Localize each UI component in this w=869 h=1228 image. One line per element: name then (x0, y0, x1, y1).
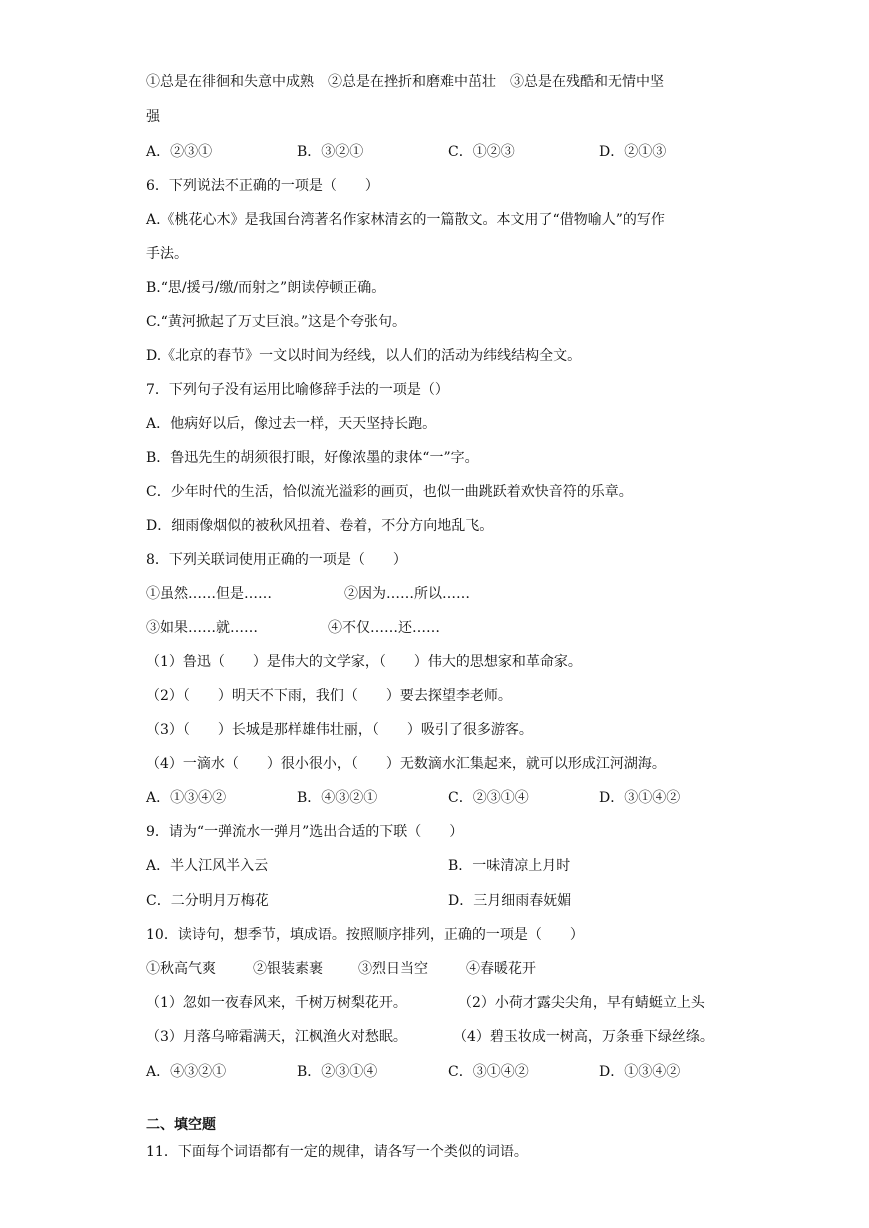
q5-items-line2: 强 (146, 109, 160, 125)
q7-option-b: B．鲁迅先生的胡须很打眼，好像浓墨的隶体“一”字。 (146, 450, 479, 466)
q10-poem-3: （3）月落乌啼霜满天，江枫渔火对愁眠。 (146, 1029, 407, 1045)
q7-option-c: C．少年时代的生活，恰似流光溢彩的画页，也似一曲跳跃着欢快音符的乐章。 (146, 484, 633, 500)
q10-idiom-3: ③烈日当空 (358, 961, 428, 977)
q5-option-d: D．②①③ (599, 144, 667, 160)
q10-option-d: D．①③④② (599, 1064, 681, 1080)
q8-sentence-3: （3）（ ）长城是那样雄伟壮丽，（ ）吸引了很多游客。 (146, 722, 533, 738)
q9-option-d: D．三月细雨春妩媚 (448, 893, 572, 909)
q9-option-c: C．二分明月万梅花 (146, 893, 269, 909)
q6-option-a-line2: 手法。 (146, 246, 188, 262)
q6-option-c: C.“黄河掀起了万丈巨浪。”这是个夸张句。 (146, 314, 406, 330)
q8-sentence-1: （1）鲁迅（ ）是伟大的文学家，（ ）伟大的思想家和革命家。 (146, 654, 582, 670)
q6-option-a-line1: A.《桃花心木》是我国台湾著名作家林清玄的一篇散文。本文用了“借物喻人”的写作 (146, 212, 665, 228)
q8-sentence-4: （4）一滴水（ ）很小很小，（ ）无数滴水汇集起来，就可以形成江河湖海。 (146, 756, 666, 772)
q10-option-c: C．③①④② (448, 1064, 529, 1080)
q6-stem: 6．下列说法不正确的一项是（ ） (146, 178, 379, 194)
q11-stem: 11．下面每个词语都有一定的规律，请各写一个类似的词语。 (146, 1144, 528, 1160)
q8-option-c: C．②③①④ (448, 790, 529, 806)
q10-idiom-4: ④春暖花开 (466, 961, 536, 977)
q7-stem: 7．下列句子没有运用比喻修辞手法的一项是（） (146, 382, 449, 398)
q10-stem: 10．读诗句，想季节，填成语。按照顺序排列，正确的一项是（ ） (146, 927, 584, 943)
q9-option-a: A．半人江风半入云 (146, 858, 269, 874)
q6-option-d: D.《北京的春节》一文以时间为经线，以人们的活动为纬线结构全文。 (146, 348, 582, 364)
q7-option-a: A．他病好以后，像过去一样，天天坚持长跑。 (146, 416, 437, 432)
q7-option-d: D．细雨像烟似的被秋风扭着、卷着，不分方向地乱飞。 (146, 518, 494, 534)
q5-option-c: C．①②③ (448, 144, 515, 160)
q8-option-a: A．①③④② (146, 790, 227, 806)
q10-poem-4: （4）碧玉妆成一树高，万条垂下绿丝绦。 (453, 1029, 714, 1045)
section-heading: 二、填空题 (146, 1117, 216, 1133)
q10-poem-2: （2）小荷才露尖尖角，早有蜻蜓立上头 (458, 995, 705, 1011)
q10-option-a: A．④③②① (146, 1064, 227, 1080)
q8-option-d: D．③①④② (599, 790, 681, 806)
q8-option-b: B．④③②① (297, 790, 378, 806)
q8-sentence-2: （2）（ ）明天不下雨，我们（ ）要去探望李老师。 (146, 688, 512, 704)
q10-idiom-2: ②银装素裹 (253, 961, 323, 977)
q8-word-1: ①虽然……但是…… (146, 586, 272, 602)
q8-stem: 8．下列关联词使用正确的一项是（ ） (146, 552, 407, 568)
q9-stem: 9．请为“一弹流水一弹月”选出合适的下联（ ） (146, 824, 464, 840)
q5-option-b: B．③②① (297, 144, 364, 160)
q10-poem-1: （1）忽如一夜春风来，千树万树梨花开。 (146, 995, 407, 1011)
q6-option-b: B.“思/援弓/缴/而射之”朗读停顿正确。 (146, 280, 386, 296)
q8-word-2: ②因为……所以…… (344, 586, 470, 602)
q5-items-line1: ①总是在徘徊和失意中成熟 ②总是在挫折和磨难中茁壮 ③总是在残酷和无情中坚 (146, 74, 664, 90)
q8-word-4: ④不仅……还…… (328, 620, 440, 636)
q5-option-a: A．②③① (146, 144, 213, 160)
q9-option-b: B．一味清凉上月时 (448, 858, 571, 874)
q8-word-3: ③如果……就…… (146, 620, 258, 636)
q10-option-b: B．②③①④ (297, 1064, 378, 1080)
q10-idiom-1: ①秋高气爽 (146, 961, 216, 977)
